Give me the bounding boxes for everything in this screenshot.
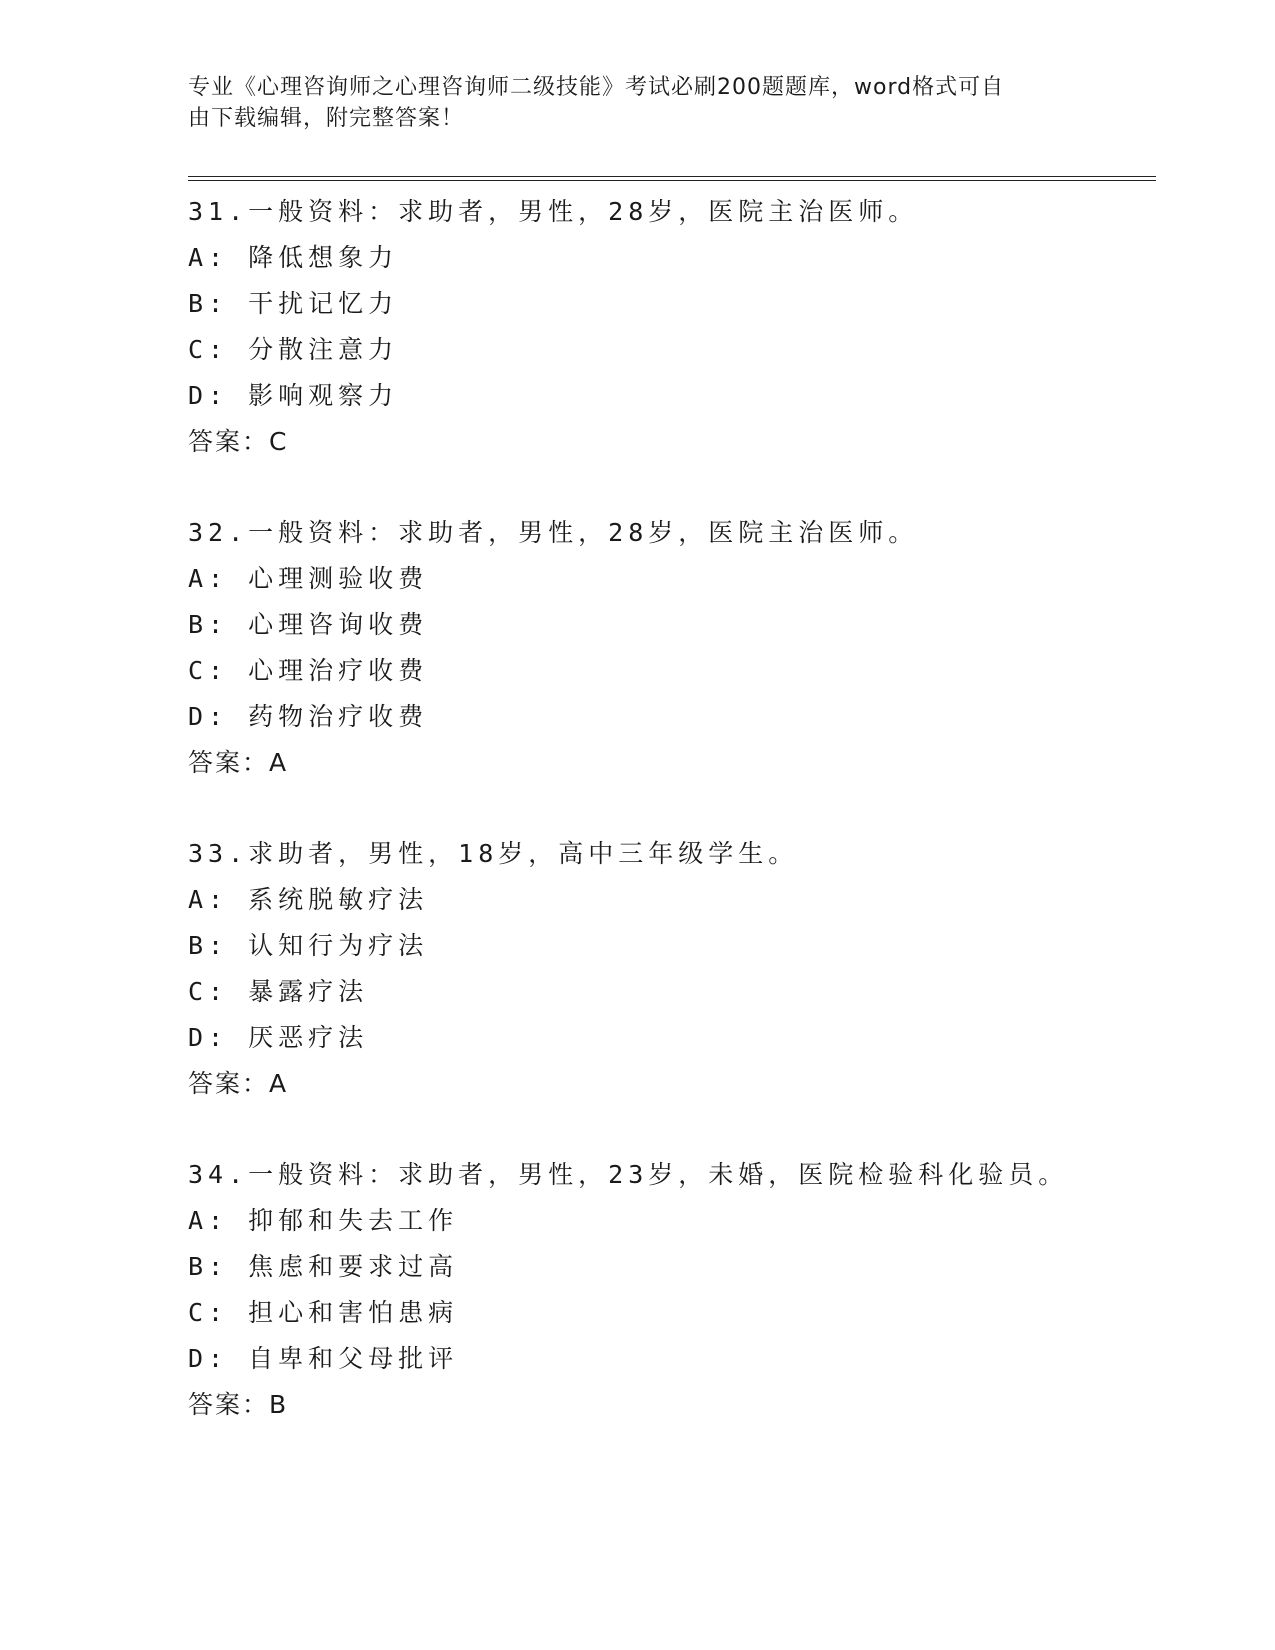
option-a: A: 心理测验收费 (188, 564, 429, 593)
option-c: C: 分散注意力 (188, 335, 399, 364)
option-d: D: 自卑和父母批评 (188, 1344, 459, 1373)
question-stem: 32.一般资料：求助者，男性，28岁，医院主治医师。 (188, 518, 919, 547)
question-33 (188, 831, 1188, 1107)
question-32 (188, 510, 1188, 786)
header-divider (188, 176, 1156, 181)
question-stem: 34.一般资料：求助者，男性，23岁，未婚，医院检验科化验员。 (188, 1160, 1069, 1189)
option-d: D: 影响观察力 (188, 381, 399, 410)
option-c: C: 暴露疗法 (188, 977, 369, 1006)
option-d: D: 厌恶疗法 (188, 1023, 369, 1052)
option-a: A: 系统脱敏疗法 (188, 885, 429, 914)
document-header (188, 72, 1068, 134)
option-c: C: 心理治疗收费 (188, 656, 429, 685)
question-34 (188, 1152, 1188, 1428)
option-b: B: 焦虑和要求过高 (188, 1252, 459, 1281)
option-a: A: 抑郁和失去工作 (188, 1206, 459, 1235)
question-stem: 31.一般资料：求助者，男性，28岁，医院主治医师。 (188, 197, 919, 226)
header-line-2: 由下载编辑，附完整答案！ (188, 106, 465, 131)
option-a: A: 降低想象力 (188, 243, 399, 272)
header-line-1: 专业《心理咨询师之心理咨询师二级技能》考试必刷200题题库，word格式可自 (188, 75, 1005, 100)
option-d: D: 药物治疗收费 (188, 702, 429, 731)
answer-line: 答案：C (188, 427, 289, 456)
option-b: B: 认知行为疗法 (188, 931, 429, 960)
question-31 (188, 189, 1188, 465)
answer-line: 答案：A (188, 1069, 289, 1098)
answer-line: 答案：B (188, 1390, 289, 1419)
option-b: B: 心理咨询收费 (188, 610, 429, 639)
option-c: C: 担心和害怕患病 (188, 1298, 459, 1327)
answer-line: 答案：A (188, 748, 289, 777)
option-b: B: 干扰记忆力 (188, 289, 399, 318)
question-stem: 33.求助者，男性，18岁，高中三年级学生。 (188, 839, 799, 868)
